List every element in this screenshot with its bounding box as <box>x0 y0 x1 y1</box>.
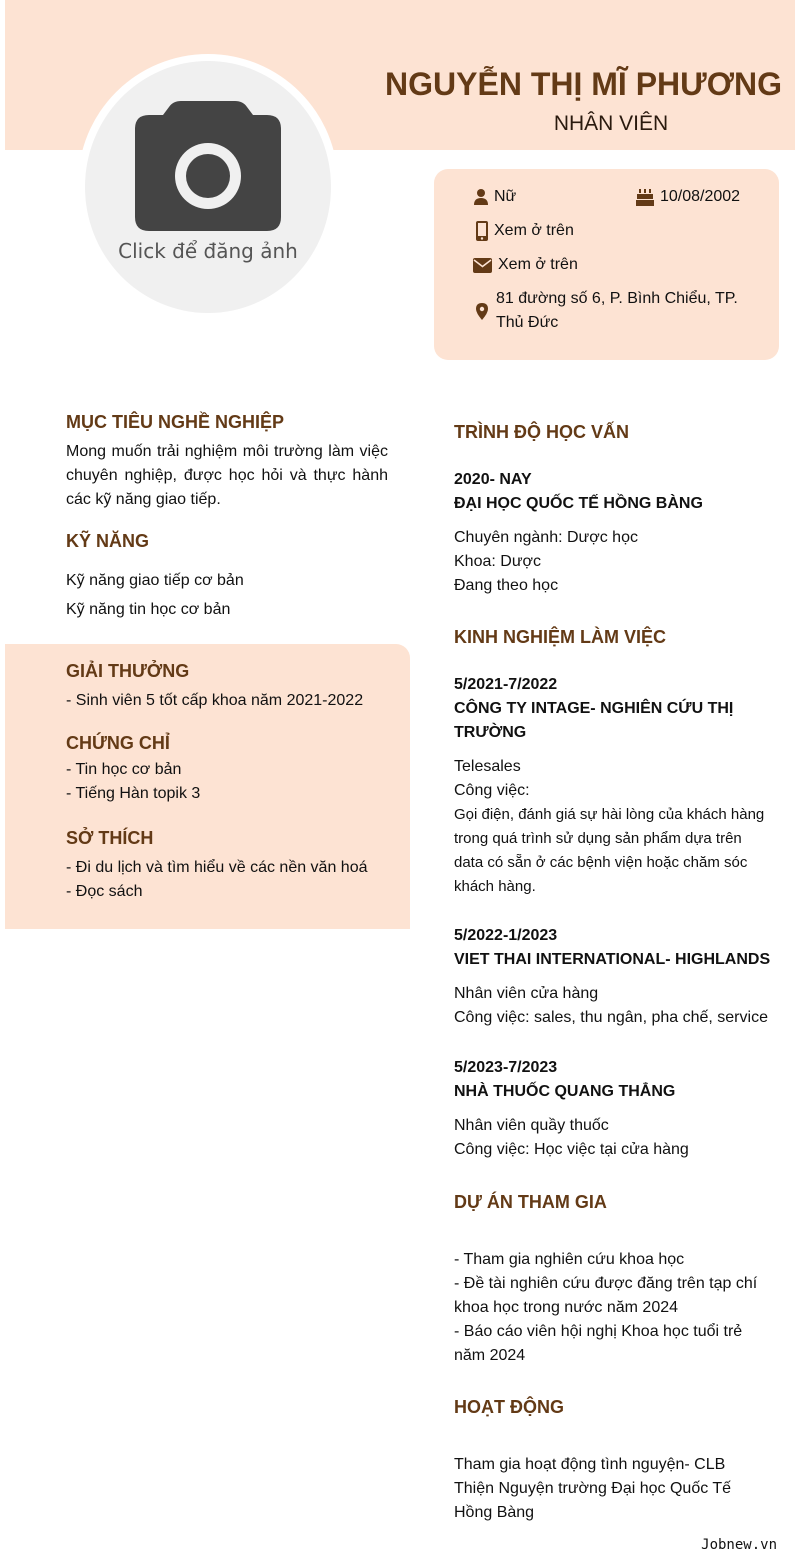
contact-address <box>476 287 766 335</box>
education-school: ĐẠI HỌC QUỐC TẾ HỒNG BÀNG <box>454 495 703 512</box>
job-desc: Gọi điện, đánh giá sự hài lòng của khách hàng trong quá trình sử dụng sản phẩm dựa trên data có sẵn ở các bệnh viện hoặc chăm sóc khách hàng. <box>454 806 765 895</box>
job-company: VIET THAI INTERNATIONAL- HIGHLANDS <box>454 951 771 968</box>
contact-phone <box>476 219 574 243</box>
phone-value: Xem ở trên <box>494 222 574 239</box>
hobby-item: - Đi du lịch và tìm hiểu về các nền văn hoá <box>66 859 368 876</box>
certificates-title: CHỨNG CHỈ <box>66 733 170 753</box>
education-line: Chuyên ngành: Dược học <box>454 529 638 546</box>
contact-box <box>434 169 779 360</box>
objective-text: Mong muốn trải nghiệm môi trường làm việc chuyên nghiệp, được học hỏi và thực hành các kỹ năng giao tiếp. <box>66 443 388 508</box>
watermark: Jobnew.vn <box>701 1537 777 1553</box>
contact-gender <box>474 185 516 209</box>
job-period: 5/2022-1/2023 <box>454 927 558 944</box>
job-period: 5/2023-7/2023 <box>454 1059 558 1076</box>
job-period: 5/2021-7/2022 <box>454 676 558 693</box>
phone-icon <box>476 221 488 241</box>
birthday-cake-icon <box>636 188 654 206</box>
job-company: NHÀ THUỐC QUANG THẲNG <box>454 1083 676 1100</box>
contact-birthday <box>636 185 740 209</box>
education-title: TRÌNH ĐỘ HỌC VẤN <box>454 422 629 442</box>
project-item: - Báo cáo viên hội nghị Khoa học tuổi trẻ năm 2024 <box>454 1323 743 1364</box>
skill-item: Kỹ năng tin học cơ bản <box>66 601 231 618</box>
job-role: Nhân viên quầy thuốc <box>454 1117 609 1134</box>
contact-email <box>473 253 578 277</box>
user-icon <box>474 189 488 205</box>
address-value: 81 đường số 6, P. Bình Chiểu, TP. Thủ Đức <box>496 290 738 331</box>
skill-item: Kỹ năng giao tiếp cơ bản <box>66 572 244 589</box>
avatar-label: Click để đăng ảnh <box>118 239 298 263</box>
birthday-value: 10/08/2002 <box>660 188 741 205</box>
job-role: Telesales <box>454 758 521 775</box>
candidate-name: NGUYỄN THỊ MĨ PHƯƠNG <box>385 66 782 102</box>
project-item: - Đề tài nghiên cứu được đăng trên tạp chí khoa học trong nước năm 2024 <box>454 1275 758 1316</box>
skills-title: KỸ NĂNG <box>66 531 150 551</box>
job-company: CÔNG TY INTAGE- NGHIÊN CỨU THỊ TRƯỜNG <box>454 700 734 741</box>
objective-title: MỤC TIÊU NGHỀ NGHIỆP <box>66 412 285 432</box>
envelope-icon <box>473 258 492 273</box>
awards-title: GIẢI THƯỞNG <box>66 661 190 681</box>
hobby-item: - Đọc sách <box>66 883 143 900</box>
job-desc: Công việc: Học việc tại cửa hàng <box>454 1141 689 1158</box>
activities-title: HOẠT ĐỘNG <box>454 1397 564 1417</box>
activities-text: Tham gia hoạt động tình nguyện- CLB Thiện Nguyện trường Đại học Quốc Tế Hồng Bàng <box>454 1456 732 1521</box>
gender-value: Nữ <box>494 188 517 205</box>
project-item: - Tham gia nghiên cứu khoa học <box>454 1251 685 1268</box>
experience-title: KINH NGHIỆM LÀM VIỆC <box>454 627 667 647</box>
job-desc-label: Công việc: <box>454 782 530 799</box>
job-desc: Công việc: sales, thu ngân, pha chế, service <box>454 1009 768 1026</box>
camera-icon <box>135 101 281 231</box>
hobbies-title: SỞ THÍCH <box>66 828 154 848</box>
email-value: Xem ở trên <box>498 256 578 273</box>
avatar-upload[interactable] <box>85 61 331 313</box>
education-line: Khoa: Dược <box>454 553 542 570</box>
education-period: 2020- NAY <box>454 471 532 488</box>
job-title: NHÂN VIÊN <box>553 112 669 135</box>
job-role: Nhân viên cửa hàng <box>454 985 599 1002</box>
certificate-item: - Tin học cơ bản <box>66 761 182 778</box>
award-item: - Sinh viên 5 tốt cấp khoa năm 2021-2022 <box>66 692 364 709</box>
education-line: Đang theo học <box>454 577 559 594</box>
location-pin-icon <box>476 303 488 320</box>
certificate-item: - Tiếng Hàn topik 3 <box>66 785 201 802</box>
projects-title: DỰ ÁN THAM GIA <box>454 1192 607 1212</box>
